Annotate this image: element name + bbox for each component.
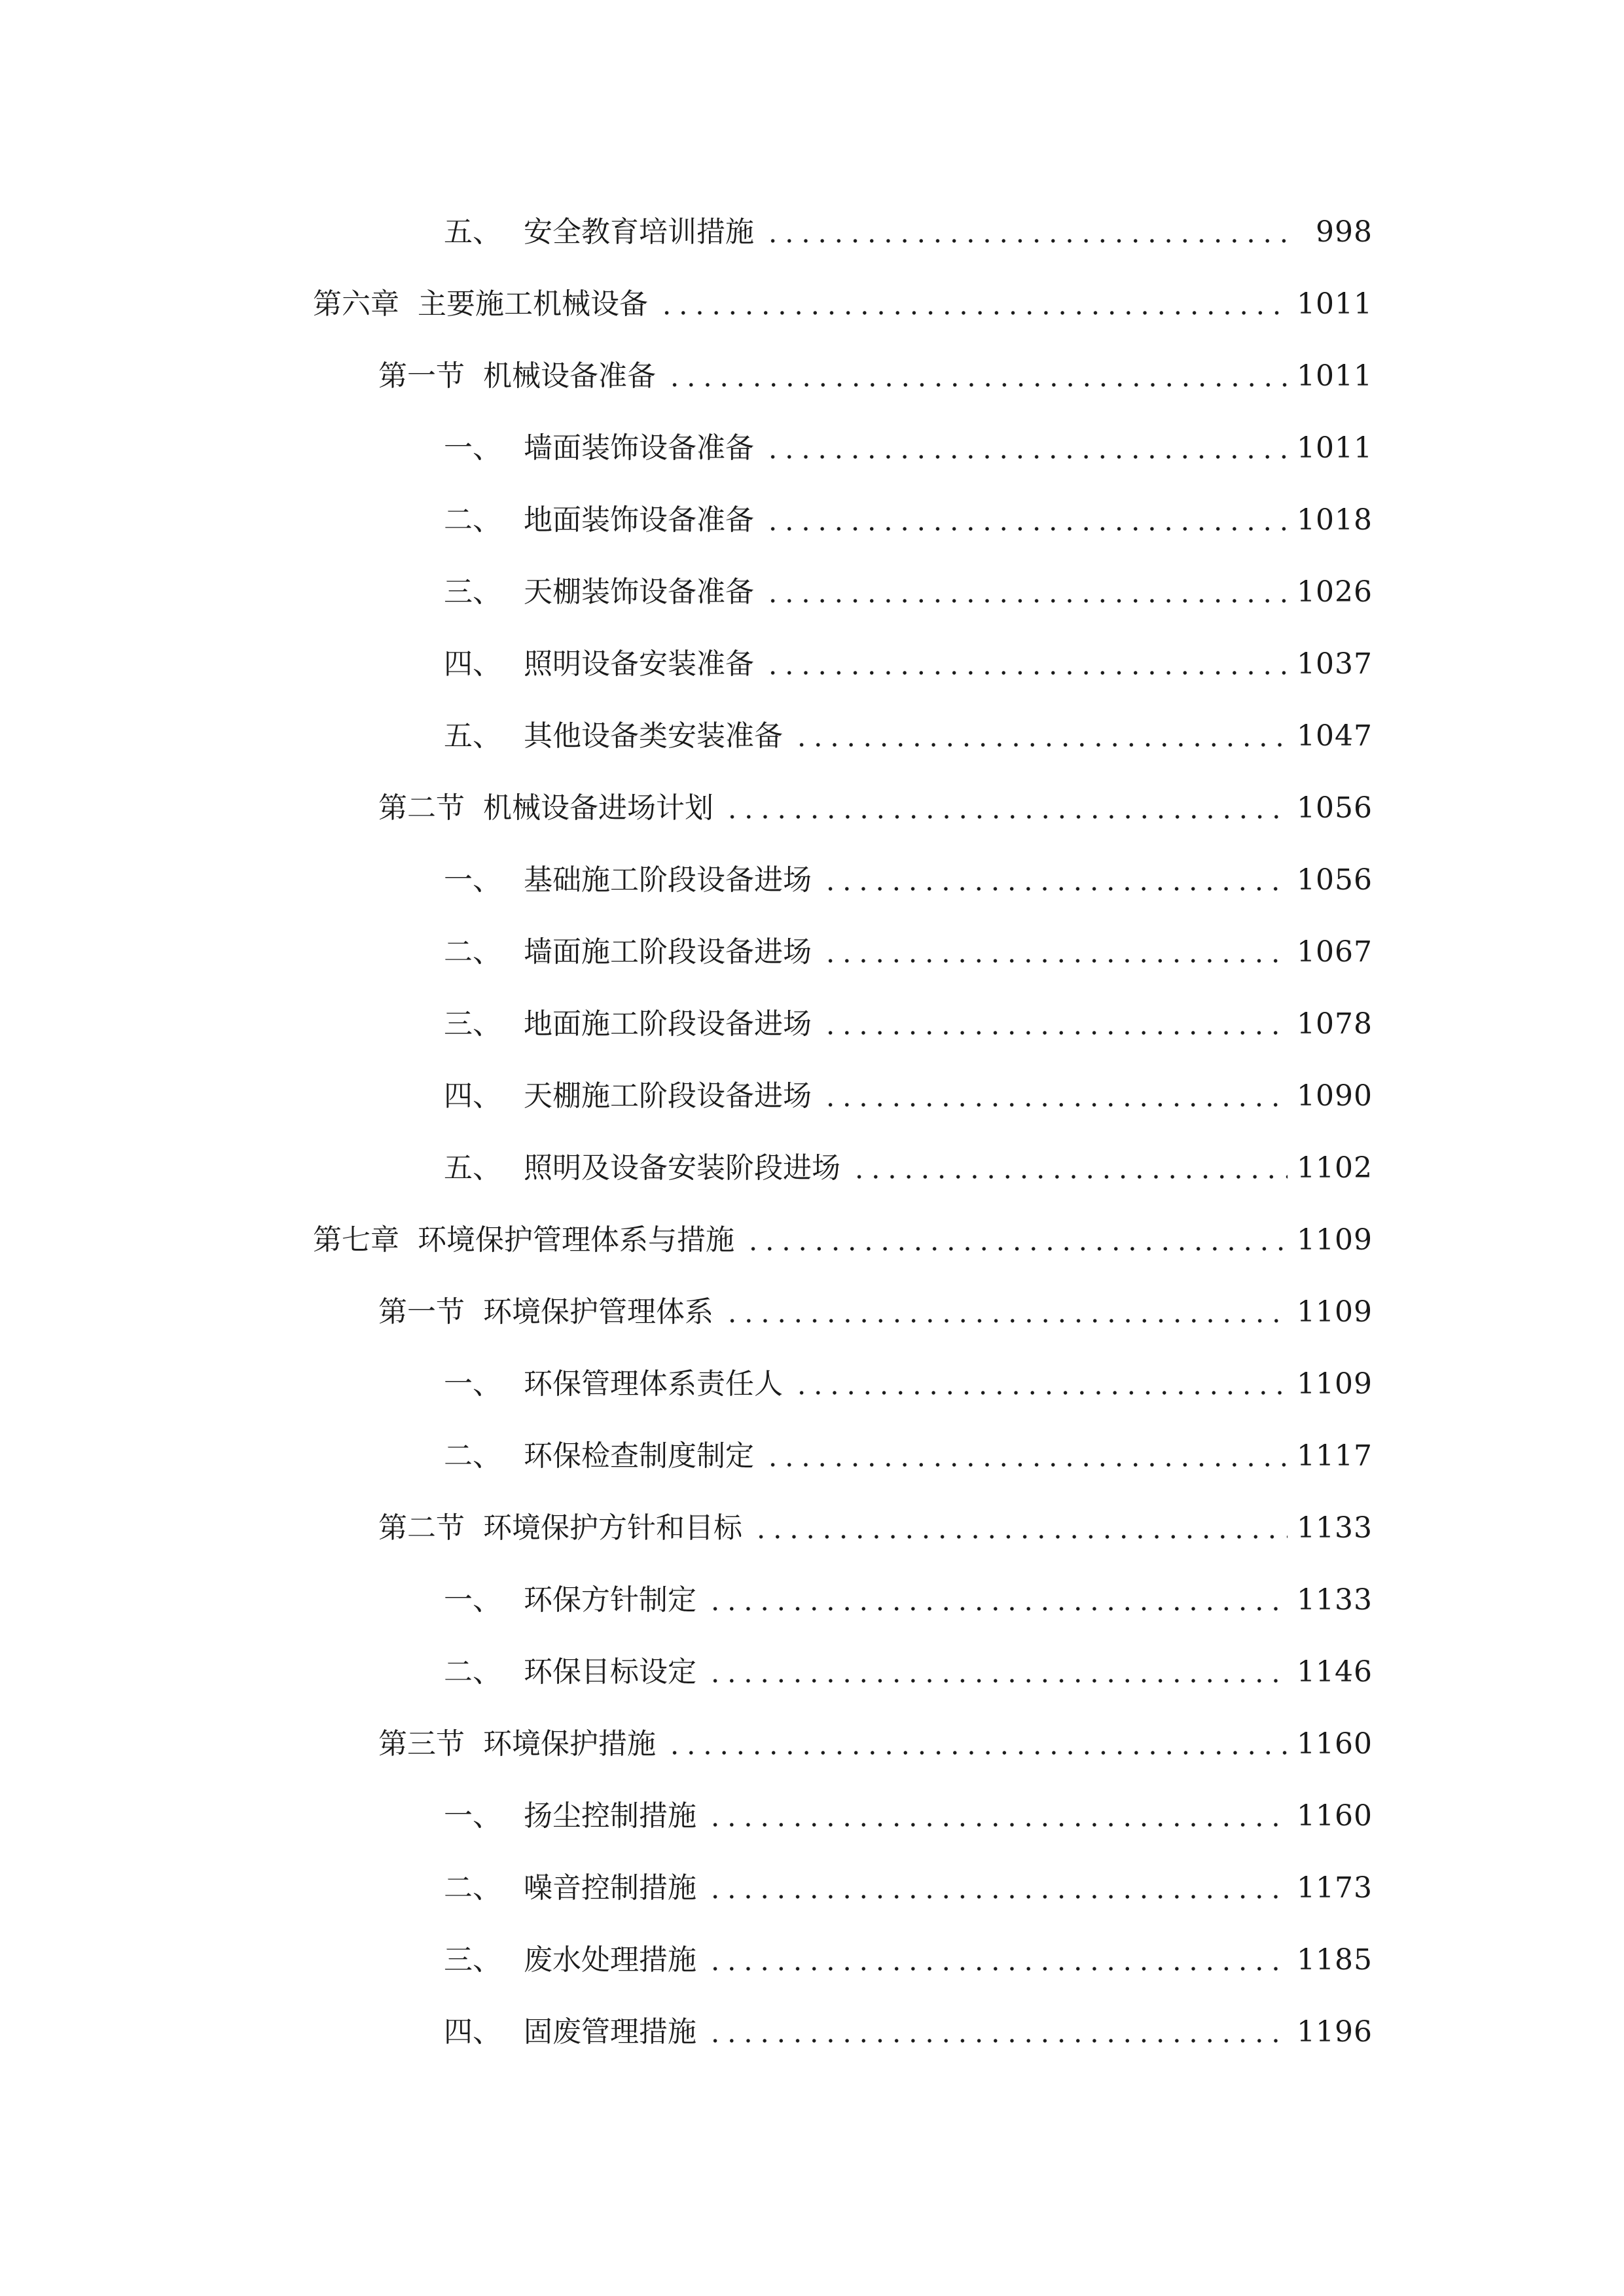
toc-entry[interactable]	[0, 484, 1624, 556]
dot-leader	[851, 1149, 1288, 1188]
dot-leader	[707, 1653, 1288, 1692]
toc-entry-page-number: 1133	[1297, 1583, 1373, 1617]
toc-entry-prefix: 第二节	[378, 1511, 465, 1545]
toc-entry-title: 墙面装饰设备准备	[524, 431, 754, 465]
toc-entry-text	[378, 1293, 717, 1332]
toc-entry-page-number: 1160	[1297, 1727, 1373, 1761]
toc-entry-text	[444, 573, 758, 612]
toc-entry[interactable]	[0, 1276, 1624, 1348]
toc-entry-text	[378, 357, 660, 396]
toc-entry[interactable]	[0, 1492, 1624, 1564]
toc-entry-prefix: 第一节	[378, 359, 465, 393]
toc-entry-title: 地面装饰设备准备	[524, 503, 754, 537]
toc-entry-prefix: 二、	[444, 1439, 501, 1473]
toc-entry-prefix: 四、	[444, 2015, 501, 2049]
toc-entry[interactable]	[0, 1708, 1624, 1780]
dot-leader	[765, 645, 1288, 684]
toc-entry[interactable]	[0, 844, 1624, 916]
toc-entry[interactable]	[0, 340, 1624, 412]
toc-entry-prefix: 二、	[444, 1871, 501, 1905]
toc-entry-page-number: 1146	[1297, 1655, 1373, 1689]
toc-entry-page-number: 1185	[1297, 1943, 1373, 1977]
toc-entry-text	[444, 1437, 758, 1476]
toc-entry-title: 其他设备类安装准备	[524, 719, 783, 753]
toc-entry-page-number: 1056	[1297, 863, 1373, 897]
dot-leader	[765, 573, 1288, 612]
toc-entry-prefix: 五、	[444, 215, 501, 249]
toc-entry-text	[444, 1365, 787, 1404]
toc-entry-prefix: 五、	[444, 719, 501, 753]
toc-entry[interactable]	[0, 196, 1624, 268]
toc-entry-text	[444, 1869, 700, 1908]
toc-entry[interactable]	[0, 412, 1624, 484]
toc-entry[interactable]	[0, 1564, 1624, 1636]
toc-entry-prefix: 第七章	[313, 1223, 399, 1257]
toc-entry[interactable]	[0, 1780, 1624, 1852]
toc-entry-page-number: 1109	[1297, 1295, 1373, 1329]
toc-entry-text	[444, 1941, 700, 1980]
dot-leader	[666, 357, 1288, 396]
dot-leader	[707, 1581, 1288, 1620]
toc-entry[interactable]	[0, 1924, 1624, 1996]
toc-entry-prefix: 一、	[444, 1799, 501, 1833]
toc-entry-prefix: 四、	[444, 1079, 501, 1113]
toc-entry-page-number: 1037	[1297, 647, 1373, 681]
toc-entry-text	[444, 213, 758, 252]
toc-entry-text	[313, 285, 652, 324]
toc-entry-prefix: 第二节	[378, 791, 465, 825]
toc-entry-text	[444, 1149, 844, 1188]
dot-leader	[822, 1005, 1288, 1044]
toc-entry-page-number: 1109	[1297, 1223, 1373, 1257]
toc-entry[interactable]	[0, 772, 1624, 844]
toc-entry-prefix: 一、	[444, 1367, 501, 1401]
dot-leader	[707, 2013, 1288, 2052]
dot-leader	[724, 1293, 1288, 1332]
toc-entry-prefix: 三、	[444, 1943, 501, 1977]
toc-entry-prefix: 一、	[444, 863, 501, 897]
toc-entry-title: 扬尘控制措施	[524, 1799, 696, 1833]
dot-leader	[724, 789, 1288, 828]
toc-entry[interactable]	[0, 700, 1624, 772]
toc-entry-text	[444, 2013, 700, 2052]
toc-entry-prefix: 五、	[444, 1151, 501, 1185]
toc-entry-page-number: 1047	[1297, 719, 1373, 753]
toc-entry-page-number: 1011	[1297, 431, 1373, 465]
toc-entry-title: 墙面施工阶段设备进场	[524, 935, 812, 969]
toc-entry-text	[444, 429, 758, 468]
toc-entry-page-number: 1056	[1297, 791, 1373, 825]
dot-leader	[765, 501, 1288, 540]
toc-entry[interactable]	[0, 268, 1624, 340]
toc-entry-prefix: 四、	[444, 647, 501, 681]
toc-entry-page-number: 1067	[1297, 935, 1373, 969]
toc-entry-page-number: 998	[1316, 215, 1373, 249]
dot-leader	[822, 933, 1288, 972]
toc-entry-title: 环保检查制度制定	[524, 1439, 754, 1473]
dot-leader	[793, 1365, 1288, 1404]
toc-entry-title: 环保方针制定	[524, 1583, 696, 1617]
dot-leader	[753, 1509, 1288, 1548]
toc-entry-prefix: 第六章	[313, 287, 399, 321]
toc-entry-text	[444, 1077, 816, 1116]
dot-leader	[707, 1797, 1288, 1836]
toc-entry-prefix: 二、	[444, 503, 501, 537]
toc-entry[interactable]	[0, 1132, 1624, 1204]
toc-entry-prefix: 二、	[444, 1655, 501, 1689]
toc-entry-text	[378, 1509, 746, 1548]
toc-entry-title: 机械设备准备	[483, 359, 656, 393]
toc-entry-text	[444, 1005, 816, 1044]
toc-entry-title: 机械设备进场计划	[483, 791, 713, 825]
toc-entry[interactable]	[0, 1996, 1624, 2068]
toc-entry-text	[444, 645, 758, 684]
toc-entry-prefix: 一、	[444, 1583, 501, 1617]
dot-leader	[659, 285, 1288, 324]
toc-entry-text	[444, 1653, 700, 1692]
toc-entry-page-number: 1011	[1297, 359, 1373, 393]
toc-entry-title: 主要施工机械设备	[418, 287, 648, 321]
toc-entry-prefix: 第一节	[378, 1295, 465, 1329]
toc-entry[interactable]	[0, 1204, 1624, 1276]
toc-entry-page-number: 1026	[1297, 575, 1373, 609]
toc-entry[interactable]	[0, 556, 1624, 628]
toc-entry-title: 固废管理措施	[524, 2015, 696, 2049]
toc-entry-prefix: 一、	[444, 431, 501, 465]
dot-leader	[707, 1941, 1288, 1980]
toc-entry-prefix: 三、	[444, 575, 501, 609]
toc-entry[interactable]	[0, 1348, 1624, 1420]
toc-entry-page-number: 1133	[1297, 1511, 1373, 1545]
toc-entry[interactable]	[0, 1852, 1624, 1924]
toc-entry-text	[444, 501, 758, 540]
toc-entry-page-number: 1102	[1297, 1151, 1373, 1185]
table-of-contents	[0, 196, 1624, 2068]
toc-entry-text	[378, 1725, 660, 1764]
toc-entry-page-number: 1109	[1297, 1367, 1373, 1401]
toc-entry-title: 天棚装饰设备准备	[524, 575, 754, 609]
toc-entry-title: 环境保护方针和目标	[483, 1511, 742, 1545]
dot-leader	[765, 213, 1288, 252]
dot-leader	[822, 861, 1288, 900]
toc-entry-title: 环境保护管理体系与措施	[418, 1223, 734, 1257]
toc-entry-page-number: 1090	[1297, 1079, 1373, 1113]
toc-entry[interactable]	[0, 916, 1624, 988]
toc-entry-text	[444, 1581, 700, 1620]
toc-entry-text	[444, 717, 787, 756]
toc-entry-page-number: 1196	[1297, 2015, 1373, 2049]
toc-entry-page-number: 1011	[1297, 287, 1373, 321]
dot-leader	[822, 1077, 1288, 1116]
toc-entry-title: 照明设备安装准备	[524, 647, 754, 681]
toc-entry-page-number: 1117	[1297, 1439, 1373, 1473]
toc-entry-prefix: 三、	[444, 1007, 501, 1041]
dot-leader	[666, 1725, 1288, 1764]
toc-entry-text	[444, 861, 816, 900]
toc-entry[interactable]	[0, 988, 1624, 1060]
toc-entry-title: 噪音控制措施	[524, 1871, 696, 1905]
dot-leader	[707, 1869, 1288, 1908]
dot-leader	[793, 717, 1288, 756]
toc-entry-title: 环境保护管理体系	[483, 1295, 713, 1329]
toc-entry-title: 地面施工阶段设备进场	[524, 1007, 812, 1041]
toc-entry-page-number: 1173	[1297, 1871, 1373, 1905]
toc-entry[interactable]	[0, 1636, 1624, 1708]
toc-entry-title: 基础施工阶段设备进场	[524, 863, 812, 897]
toc-entry-title: 环保目标设定	[524, 1655, 696, 1689]
toc-entry-title: 安全教育培训措施	[524, 215, 754, 249]
toc-entry-text	[313, 1221, 738, 1260]
toc-entry[interactable]	[0, 628, 1624, 700]
dot-leader	[765, 1437, 1288, 1476]
toc-entry-text	[444, 933, 816, 972]
toc-entry-title: 环保管理体系责任人	[524, 1367, 783, 1401]
dot-leader	[765, 429, 1288, 468]
toc-entry[interactable]	[0, 1420, 1624, 1492]
toc-entry[interactable]	[0, 1060, 1624, 1132]
dot-leader	[745, 1221, 1288, 1260]
toc-entry-title: 废水处理措施	[524, 1943, 696, 1977]
toc-entry-prefix: 第三节	[378, 1727, 465, 1761]
toc-entry-text	[444, 1797, 700, 1836]
toc-entry-title: 环境保护措施	[483, 1727, 656, 1761]
toc-entry-text	[378, 789, 717, 828]
toc-entry-page-number: 1018	[1297, 503, 1373, 537]
toc-entry-page-number: 1160	[1297, 1799, 1373, 1833]
toc-entry-page-number: 1078	[1297, 1007, 1373, 1041]
toc-entry-title: 天棚施工阶段设备进场	[524, 1079, 812, 1113]
toc-entry-prefix: 二、	[444, 935, 501, 969]
toc-entry-title: 照明及设备安装阶段进场	[524, 1151, 840, 1185]
